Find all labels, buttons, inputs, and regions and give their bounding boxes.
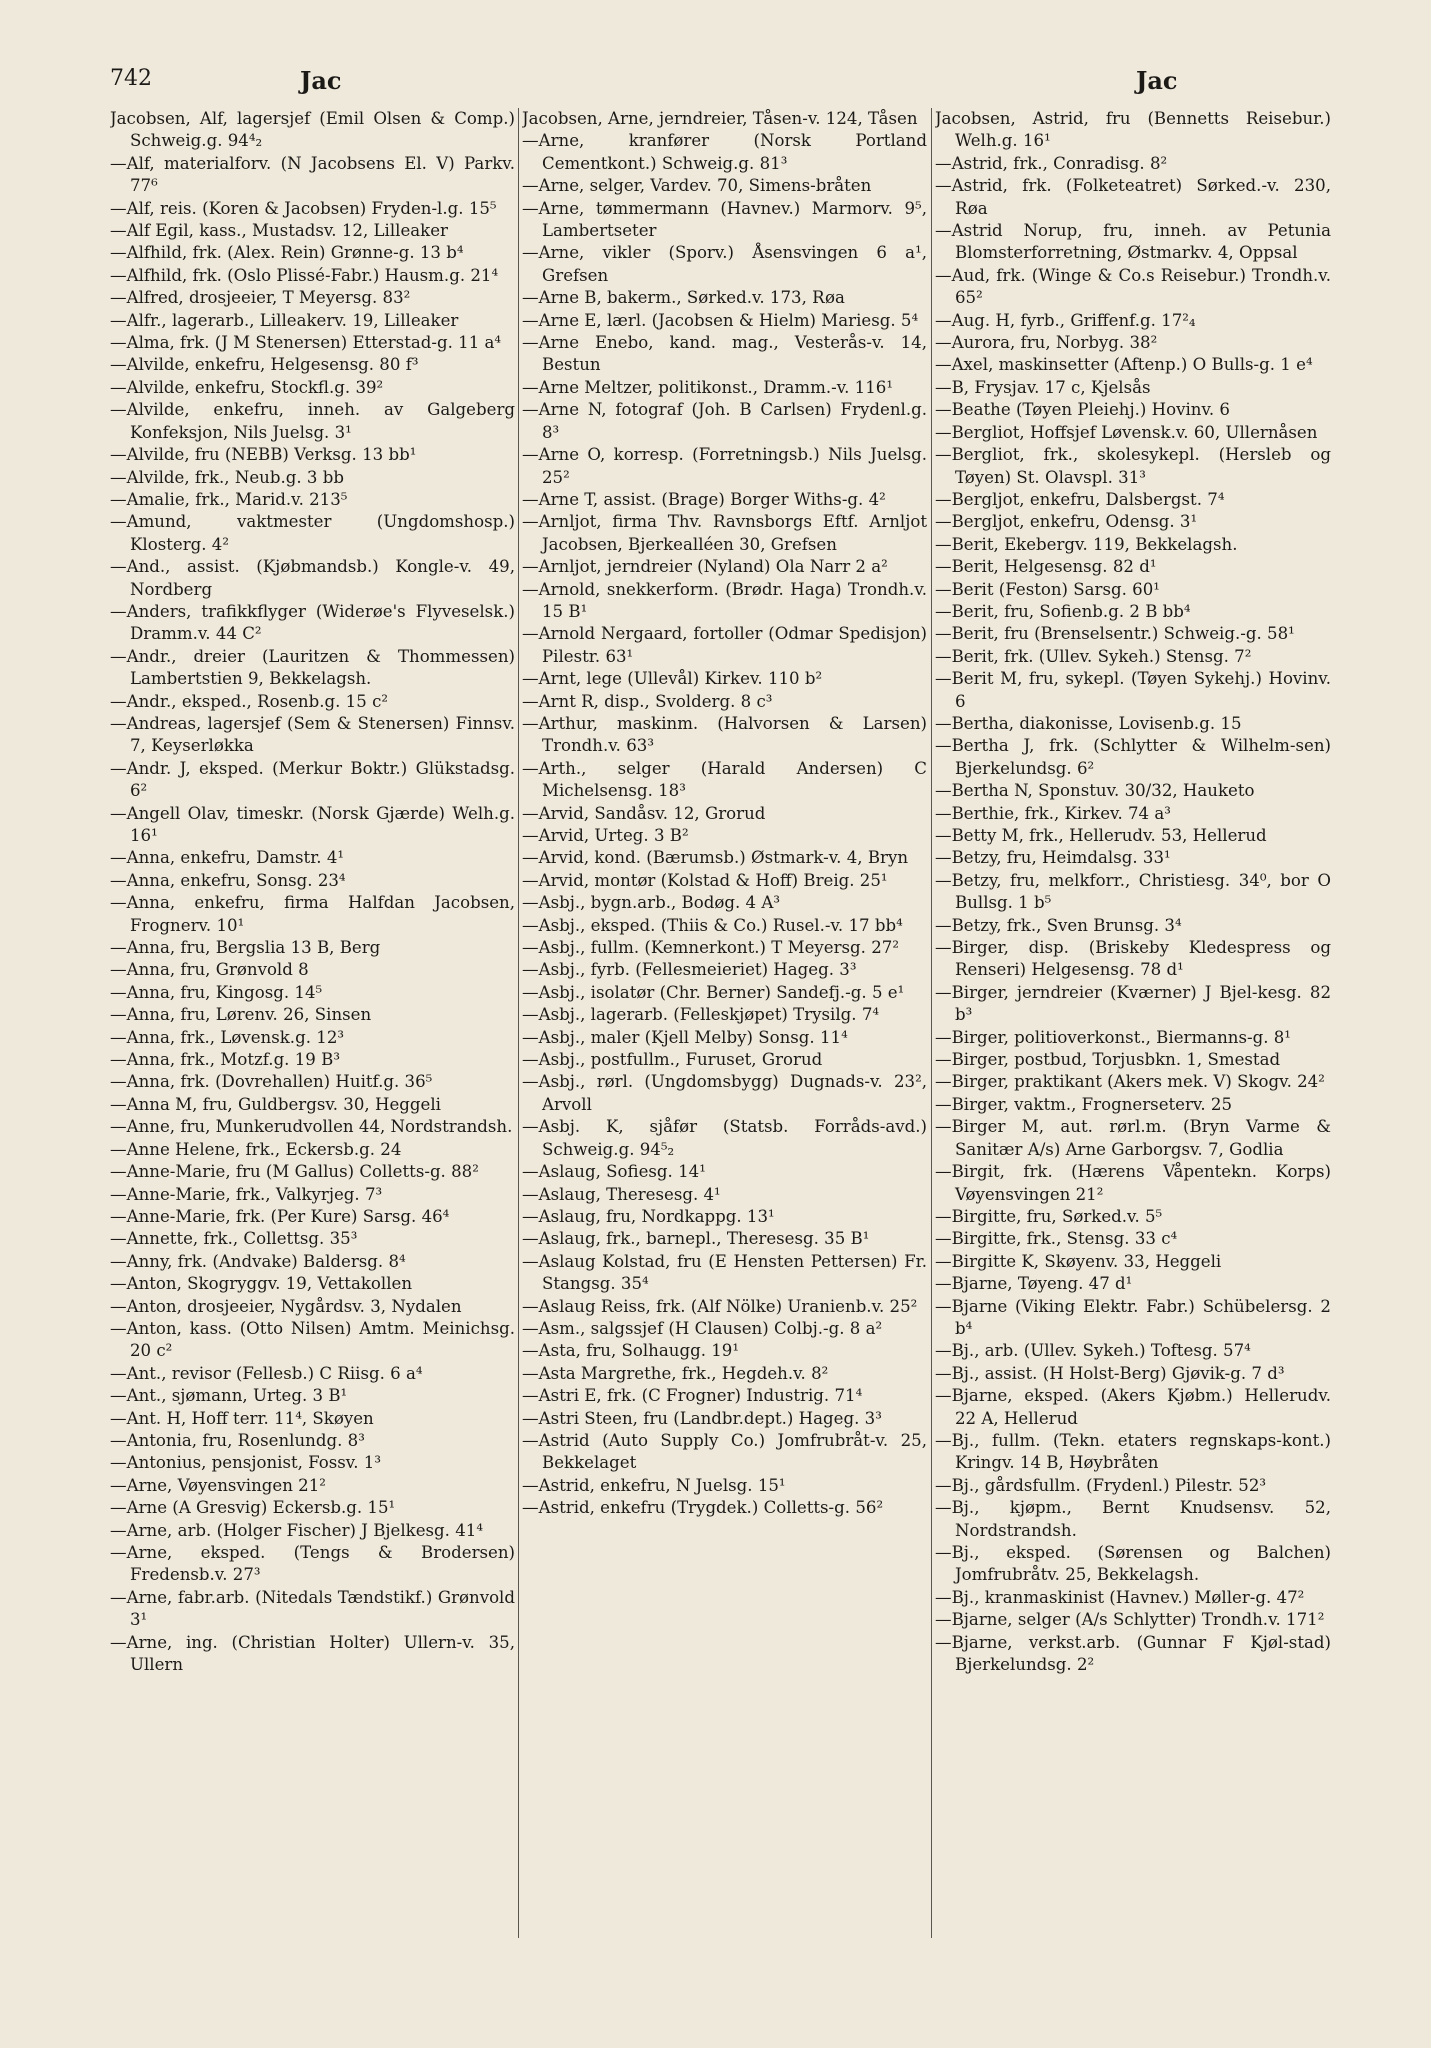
- directory-entry: —Axel, maskinsetter (Aftenp.) O Bulls-g. 1 e⁴: [935, 355, 1313, 375]
- directory-entry: —Arne, fabr.arb. (Nitedals Tændstikf.) Grønvold 3¹: [110, 1587, 515, 1630]
- directory-entry: —Amund, vaktmester (Ungdomshosp.) Klosterg. 4²: [110, 512, 515, 554]
- directory-entry: —Birgitte, frk., Stensg. 33 c⁴: [935, 1229, 1178, 1249]
- directory-entry: —Alvilde, fru (NEBB) Verksg. 13 bb¹: [110, 445, 417, 465]
- directory-entry: —Arne, ing. (Christian Holter) Ullern-v. 35, Ullern: [110, 1632, 515, 1675]
- directory-entry: —Berthie, frk., Kirkev. 74 a³: [935, 803, 1171, 823]
- directory-entry: —Arne Meltzer, politikonst., Dramm.-v. 116¹: [522, 377, 894, 397]
- directory-entry: —Birgit, frk. (Hærens Våpentekn. Korps) Vøyensvingen 21²: [935, 1162, 1331, 1204]
- directory-entry: —Alvilde, enkefru, inneh. av Galgeberg Konfeksjon, Nils Juelsg. 3¹: [110, 400, 515, 442]
- directory-entry: —Berit, fru (Brenselsentr.) Schweig.-g. 58¹: [935, 624, 1295, 644]
- directory-entry: —Aslaug, Theresesg. 4¹: [522, 1184, 721, 1204]
- directory-entry: —Andr., dreier (Lauritzen & Thommessen) Lambertstien 9, Bekkelagsh.: [110, 646, 515, 689]
- directory-entry: —Anna, frk., Motzf.g. 19 B³: [110, 1050, 340, 1070]
- directory-entry: —Arnold Nergaard, fortoller (Odmar Spedisjon) Pilestr. 63¹: [522, 624, 927, 666]
- directory-entry: —Aslaug, frk., barnepl., Theresesg. 35 B¹: [522, 1229, 870, 1249]
- directory-entry: —Bertha J, frk. (Schlytter & Wilhelm-sen) Bjerkelundsg. 6²: [935, 736, 1331, 778]
- column-1: [110, 108, 515, 1938]
- directory-entry: —Anna, enkefru, Damstr. 4¹: [110, 848, 345, 868]
- directory-entry: —Arne, selger, Vardev. 70, Simens-bråten: [522, 176, 872, 196]
- directory-entry: —Arnt, lege (Ullevål) Kirkev. 110 b²: [522, 669, 823, 689]
- directory-entry: —Anne, fru, Munkerudvollen 44, Nordstrandsh.: [110, 1117, 513, 1137]
- directory-entry: —Annette, frk., Collettsg. 35³: [110, 1229, 358, 1249]
- directory-entry: —Alfr., lagerarb., Lilleakerv. 19, Lilleaker: [110, 310, 459, 330]
- directory-entry: —Betzy, fru, Heimdalsg. 33¹: [935, 848, 1171, 868]
- directory-entry: —Alfhild, frk. (Oslo Plissé-Fabr.) Hausm.g. 21⁴: [110, 265, 499, 285]
- directory-entry: —Birgitte K, Skøyenv. 33, Heggeli: [935, 1251, 1222, 1271]
- right-guide-word: Jac: [1136, 66, 1178, 95]
- directory-entry: —Andreas, lagersjef (Sem & Stenersen) Finnsv. 7, Keyserløkka: [110, 713, 515, 756]
- directory-entry: —Alf, materialforv. (N Jacobsens El. V) Parkv. 77⁶: [110, 153, 515, 196]
- column-3: [935, 108, 1331, 1938]
- column-divider-2: [931, 108, 932, 1938]
- directory-entry: —Betty M, frk., Hellerudv. 53, Hellerud: [935, 826, 1267, 845]
- directory-entry: —Arvid, Urteg. 3 B²: [522, 826, 689, 845]
- directory-entry: —Astri Steen, fru (Landbr.dept.) Hageg. 3³: [522, 1408, 882, 1428]
- directory-entry: —Asm., salgssjef (H Clausen) Colbj.-g. 8 a²: [522, 1318, 883, 1338]
- directory-entry: —Asbj., rørl. (Ungdomsbygg) Dugnads-v. 23², Arvoll: [522, 1072, 927, 1114]
- directory-entry: —Asbj., fullm. (Kemnerkont.) T Meyersg. 27²: [522, 938, 899, 958]
- column-2: [522, 108, 927, 1938]
- directory-entry: —Birger M, aut. rørl.m. (Bryn Varme & Sanitær A/s) Arne Garborgsv. 7, Godlia: [935, 1117, 1331, 1159]
- directory-entry: —Alfred, drosjeeier, T Meyersg. 83²: [110, 288, 411, 308]
- directory-entry: —Birger, vaktm., Frognerseterv. 25: [935, 1094, 1233, 1114]
- directory-entry: —Arthur, maskinm. (Halvorsen & Larsen) Trondh.v. 63³: [522, 713, 927, 756]
- directory-entry: —Aslaug Kolstad, fru (E Hensten Pettersen) Fr. Stangsg. 35⁴: [522, 1251, 927, 1294]
- directory-entry: —Asbj., bygn.arb., Bodøg. 4 A³: [522, 893, 780, 913]
- directory-entry: —Arvid, Sandåsv. 12, Grorud: [522, 803, 766, 823]
- directory-entry: —Bj., gårdsfullm. (Frydenl.) Pilestr. 52³: [935, 1475, 1267, 1495]
- directory-entry: —Arne, tømmermann (Havnev.) Marmorv. 9⁵, Lambertseter: [522, 198, 927, 241]
- directory-entry: —Berit, Helgesensg. 82 d¹: [935, 557, 1157, 577]
- directory-entry: —Birger, politioverkonst., Biermanns-g. 8¹: [935, 1027, 1291, 1047]
- directory-entry: —Anna, fru, Kingosg. 14⁵: [110, 982, 323, 1002]
- directory-entry: —Arne N, fotograf (Joh. B Carlsen) Frydenl.g. 8³: [522, 400, 927, 442]
- directory-entry: —Bjarne, Tøyeng. 47 d¹: [935, 1274, 1133, 1294]
- directory-entry: —Berit, frk. (Ullev. Sykeh.) Stensg. 7²: [935, 646, 1252, 666]
- directory-entry: —Andr., eksped., Rosenb.g. 15 c²: [110, 691, 389, 711]
- directory-entry: —Amalie, frk., Marid.v. 213⁵: [110, 489, 348, 509]
- directory-entry: —Angell Olav, timeskr. (Norsk Gjærde) Welh.g. 16¹: [110, 803, 515, 845]
- directory-entry: —Arne, Vøyensvingen 21²: [110, 1475, 326, 1495]
- directory-entry: Jacobsen, Alf, lagersjef (Emil Olsen & Comp.) Schweig.g. 94⁴₂: [110, 109, 515, 151]
- directory-entry: —Berit M, fru, sykepl. (Tøyen Sykehj.) Hovinv. 6: [935, 669, 1331, 711]
- directory-entry: —Anders, trafikkflyger (Widerøe's Flyveselsk.) Dramm.v. 44 C²: [110, 601, 515, 644]
- directory-entry: —Arvid, kond. (Bærumsb.) Østmark-v. 4, Bryn: [522, 848, 909, 868]
- directory-entry: —Bjarne, selger (A/s Schlytter) Trondh.v. 171²: [935, 1610, 1325, 1630]
- directory-entry: —Asbj., postfullm., Furuset, Grorud: [522, 1050, 823, 1070]
- directory-entry: —Arnljot, firma Thv. Ravnsborgs Eftf. Arnljot Jacobsen, Bjerkealléen 30, Grefsen: [522, 512, 927, 554]
- directory-entry: —Berit, Ekebergv. 119, Bekkelagsh.: [935, 534, 1238, 554]
- directory-entry: —Astrid (Auto Supply Co.) Jomfrubråt-v. 25, Bekkelaget: [522, 1430, 927, 1473]
- directory-entry: —Bergljot, enkefru, Odensg. 3¹: [935, 512, 1198, 532]
- directory-entry: —And., assist. (Kjøbmandsb.) Kongle-v. 49, Nordberg: [110, 557, 515, 599]
- directory-entry: —Antonia, fru, Rosenlundg. 8³: [110, 1430, 365, 1450]
- directory-entry: —Beathe (Tøyen Pleiehj.) Hovinv. 6: [935, 400, 1230, 420]
- directory-entry: —Arnt R, disp., Svolderg. 8 c³: [522, 691, 773, 711]
- directory-entry: Jacobsen, Astrid, fru (Bennetts Reisebur.) Welh.g. 16¹: [935, 109, 1331, 151]
- directory-entry: —Betzy, fru, melkforr., Christiesg. 34⁰, bor O Bullsg. 1 b⁵: [935, 870, 1331, 913]
- directory-entry: —Anna, enkefru, firma Halfdan Jacobsen, Frognerv. 10¹: [110, 893, 515, 935]
- directory-entry: —Aslaug, fru, Nordkappg. 13¹: [522, 1206, 775, 1226]
- directory-entry: —Bj., assist. (H Holst-Berg) Gjøvik-g. 7 d³: [935, 1363, 1285, 1383]
- column-divider-1: [518, 108, 519, 1938]
- directory-entry: —Anna, frk. (Dovrehallen) Huitf.g. 36⁵: [110, 1072, 433, 1092]
- directory-entry: —Alf, reis. (Koren & Jacobsen) Fryden-l.g. 15⁵: [110, 198, 497, 218]
- directory-entry: —Arne, vikler (Sporv.) Åsensvingen 6 a¹, Grefsen: [522, 243, 927, 285]
- directory-entry: —Bertha, diakonisse, Lovisenb.g. 15: [935, 713, 1242, 733]
- directory-entry: —Asta, fru, Solhaugg. 19¹: [522, 1341, 740, 1361]
- directory-entry: —Bj., eksped. (Sørensen og Balchen) Jomfrubråtv. 25, Bekkelagsh.: [935, 1543, 1331, 1585]
- directory-entry: —Asbj., isolatør (Chr. Berner) Sandefj.-g. 5 e¹: [522, 982, 905, 1002]
- directory-entry: —Alvilde, frk., Neub.g. 3 bb: [110, 467, 344, 487]
- directory-entry: —Arne, eksped. (Tengs & Brodersen) Fredensb.v. 27³: [110, 1543, 515, 1585]
- directory-entry: —Bj., fullm. (Tekn. etaters regnskaps-kont.) Kringv. 14 B, Høybråten: [935, 1430, 1331, 1473]
- directory-entry: —Alvilde, enkefru, Stockfl.g. 39²: [110, 377, 384, 397]
- directory-entry: —Berit (Feston) Sarsg. 60¹: [935, 579, 1160, 599]
- directory-entry: —Anton, kass. (Otto Nilsen) Amtm. Meinichsg. 20 c²: [110, 1318, 515, 1361]
- directory-entry: —Bj., arb. (Ullev. Sykeh.) Toftesg. 57⁴: [935, 1341, 1251, 1361]
- directory-entry: —Asbj., fyrb. (Fellesmeieriet) Hageg. 3³: [522, 960, 857, 980]
- directory-entry: —Anna, enkefru, Sonsg. 23⁴: [110, 870, 346, 890]
- directory-entry: —Bj., kjøpm., Bernt Knudsensv. 52, Nordstrandsh.: [935, 1498, 1331, 1540]
- directory-entry: —Bergliot, frk., skolesykepl. (Hersleb og Tøyen) St. Olavspl. 31³: [935, 445, 1331, 487]
- directory-entry: —Antonius, pensjonist, Fossv. 1³: [110, 1453, 381, 1473]
- directory-entry: —Arth., selger (Harald Andersen) C Michelsensg. 18³: [522, 758, 927, 801]
- directory-entry: Jacobsen, Arne, jerndreier, Tåsen-v. 124, Tåsen: [522, 109, 918, 128]
- directory-entry: —Asbj., eksped. (Thiis & Co.) Rusel.-v. 17 bb⁴: [522, 915, 903, 935]
- directory-entry: —Arne B, bakerm., Sørked.v. 173, Røa: [522, 288, 845, 308]
- directory-entry: —Ant., revisor (Fellesb.) C Riisg. 6 a⁴: [110, 1363, 423, 1383]
- directory-entry: —Asbj. K, sjåfør (Statsb. Forråds-avd.) Schweig.g. 94⁵₂: [522, 1117, 927, 1159]
- directory-entry: —Alfhild, frk. (Alex. Rein) Grønne-g. 13 b⁴: [110, 243, 464, 263]
- directory-entry: —Anne-Marie, frk., Valkyrjeg. 7³: [110, 1184, 383, 1204]
- directory-entry: —Andr. J, eksped. (Merkur Boktr.) Glükstadsg. 6²: [110, 758, 515, 801]
- directory-entry: —Aud, frk. (Winge & Co.s Reisebur.) Trondh.v. 65²: [935, 265, 1331, 308]
- directory-entry: —Anny, frk. (Andvake) Baldersg. 8⁴: [110, 1251, 406, 1271]
- directory-entry: —Anton, drosjeeier, Nygårdsv. 3, Nydalen: [110, 1296, 462, 1316]
- directory-entry: —Asbj., maler (Kjell Melby) Sonsg. 11⁴: [522, 1027, 848, 1047]
- directory-entry: —Aurora, fru, Norbyg. 38²: [935, 333, 1158, 353]
- directory-entry: —Arne (A Gresvig) Eckersb.g. 15¹: [110, 1498, 396, 1518]
- directory-entry: —Anne-Marie, fru (M Gallus) Colletts-g. 88²: [110, 1162, 479, 1182]
- directory-entry: —Asta Margrethe, frk., Hegdeh.v. 8²: [522, 1363, 829, 1383]
- directory-entry: —Anton, Skogryggv. 19, Vettakollen: [110, 1274, 413, 1294]
- directory-entry: —Arnljot, jerndreier (Nyland) Ola Narr 2 a²: [522, 557, 888, 577]
- directory-entry: —Aslaug, Sofiesg. 14¹: [522, 1162, 706, 1182]
- directory-entry: —Arne T, assist. (Brage) Borger Withs-g. 4²: [522, 489, 886, 509]
- directory-entry: —Berit, fru, Sofienb.g. 2 B bb⁴: [935, 601, 1191, 621]
- directory-entry: —Ant., sjømann, Urteg. 3 B¹: [110, 1386, 348, 1406]
- directory-entry: —Arne, arb. (Holger Fischer) J Bjelkesg. 41⁴: [110, 1520, 483, 1540]
- directory-entry: —Anna, fru, Grønvold 8: [110, 960, 309, 980]
- page-number: 742: [110, 66, 152, 91]
- directory-entry: —Aslaug Reiss, frk. (Alf Nölke) Uranienb.v. 25²: [522, 1296, 918, 1316]
- directory-entry: —Betzy, frk., Sven Brunsg. 3⁴: [935, 915, 1182, 935]
- directory-entry: —Anna M, fru, Guldbergsv. 30, Heggeli: [110, 1094, 441, 1114]
- directory-entry: —Arne O, korresp. (Forretningsb.) Nils Juelsg. 25²: [522, 445, 927, 487]
- directory-entry: —B, Frysjav. 17 c, Kjelsås: [935, 377, 1151, 397]
- directory-entry: —Birger, disp. (Briskeby Kledespress og Renseri) Helgesensg. 78 d¹: [935, 938, 1331, 980]
- directory-entry: —Astrid, enkefru (Trygdek.) Colletts-g. 56²: [522, 1498, 884, 1518]
- directory-entry: —Bertha N, Sponstuv. 30/32, Hauketo: [935, 781, 1255, 801]
- directory-entry: —Astrid, frk., Conradisg. 8²: [935, 153, 1168, 173]
- directory-entry: —Birger, postbud, Torjusbkn. 1, Smestad: [935, 1050, 1281, 1070]
- directory-entry: —Birger, jerndreier (Kværner) J Bjel-kesg. 82 b³: [935, 982, 1331, 1025]
- directory-entry: —Anna, frk., Løvensk.g. 12³: [110, 1027, 345, 1047]
- directory-entry: —Astrid, frk. (Folketeatret) Sørked.-v. 230, Røa: [935, 176, 1331, 218]
- directory-entry: —Bjarne (Viking Elektr. Fabr.) Schübelersg. 2 b⁴: [935, 1296, 1331, 1338]
- directory-entry: —Arvid, montør (Kolstad & Hoff) Breig. 25¹: [522, 870, 888, 890]
- directory-entry: —Bjarne, eksped. (Akers Kjøbm.) Hellerudv. 22 A, Hellerud: [935, 1386, 1331, 1428]
- directory-entry: —Arne Enebo, kand. mag., Vesterås-v. 14, Bestun: [522, 333, 927, 375]
- directory-entry: —Arne E, lærl. (Jacobsen & Hielm) Mariesg. 5⁴: [522, 310, 919, 330]
- directory-entry: —Arne, kranfører (Norsk Portland Cementkont.) Schweig.g. 81³: [522, 131, 927, 173]
- directory-entry: —Bjarne, verkst.arb. (Gunnar F Kjøl-stad) Bjerkelundsg. 2²: [935, 1632, 1331, 1675]
- directory-entry: —Astrid, enkefru, N Juelsg. 15¹: [522, 1475, 786, 1495]
- directory-entry: —Birgitte, fru, Sørked.v. 5⁵: [935, 1206, 1163, 1226]
- directory-entry: —Bergljot, enkefru, Dalsbergst. 7⁴: [935, 489, 1225, 509]
- directory-entry: —Ant. H, Hoff terr. 11⁴, Skøyen: [110, 1408, 374, 1428]
- directory-entry: —Alf Egil, kass., Mustadsv. 12, Lilleaker: [110, 221, 448, 241]
- directory-entry: —Bj., kranmaskinist (Havnev.) Møller-g. 47²: [935, 1587, 1305, 1607]
- directory-entry: —Alma, frk. (J M Stenersen) Etterstad-g. 11 a⁴: [110, 333, 502, 353]
- directory-entry: —Bergliot, Hoffsjef Løvensk.v. 60, Ullernåsen: [935, 422, 1318, 442]
- directory-entry: —Anna, fru, Lørenv. 26, Sinsen: [110, 1005, 372, 1025]
- directory-entry: —Anne Helene, frk., Eckersb.g. 24: [110, 1139, 402, 1159]
- left-guide-word: Jac: [300, 66, 342, 95]
- directory-entry: —Arnold, snekkerform. (Brødr. Haga) Trondh.v. 15 B¹: [522, 579, 927, 621]
- directory-entry: —Astri E, frk. (C Frogner) Industrig. 71⁴: [522, 1386, 863, 1406]
- directory-entry: —Asbj., lagerarb. (Felleskjøpet) Trysilg. 7⁴: [522, 1005, 880, 1025]
- directory-entry: —Anne-Marie, frk. (Per Kure) Sarsg. 46⁴: [110, 1206, 450, 1226]
- directory-entry: —Aug. H, fyrb., Griffenf.g. 17²₄: [935, 310, 1196, 330]
- directory-entry: —Alvilde, enkefru, Helgesensg. 80 f³: [110, 355, 419, 375]
- directory-entry: —Birger, praktikant (Akers mek. V) Skogv. 24²: [935, 1072, 1325, 1092]
- directory-entry: —Anna, fru, Bergslia 13 B, Berg: [110, 938, 381, 958]
- directory-entry: —Astrid Norup, fru, inneh. av Petunia Blomsterforretning, Østmarkv. 4, Oppsal: [935, 221, 1331, 263]
